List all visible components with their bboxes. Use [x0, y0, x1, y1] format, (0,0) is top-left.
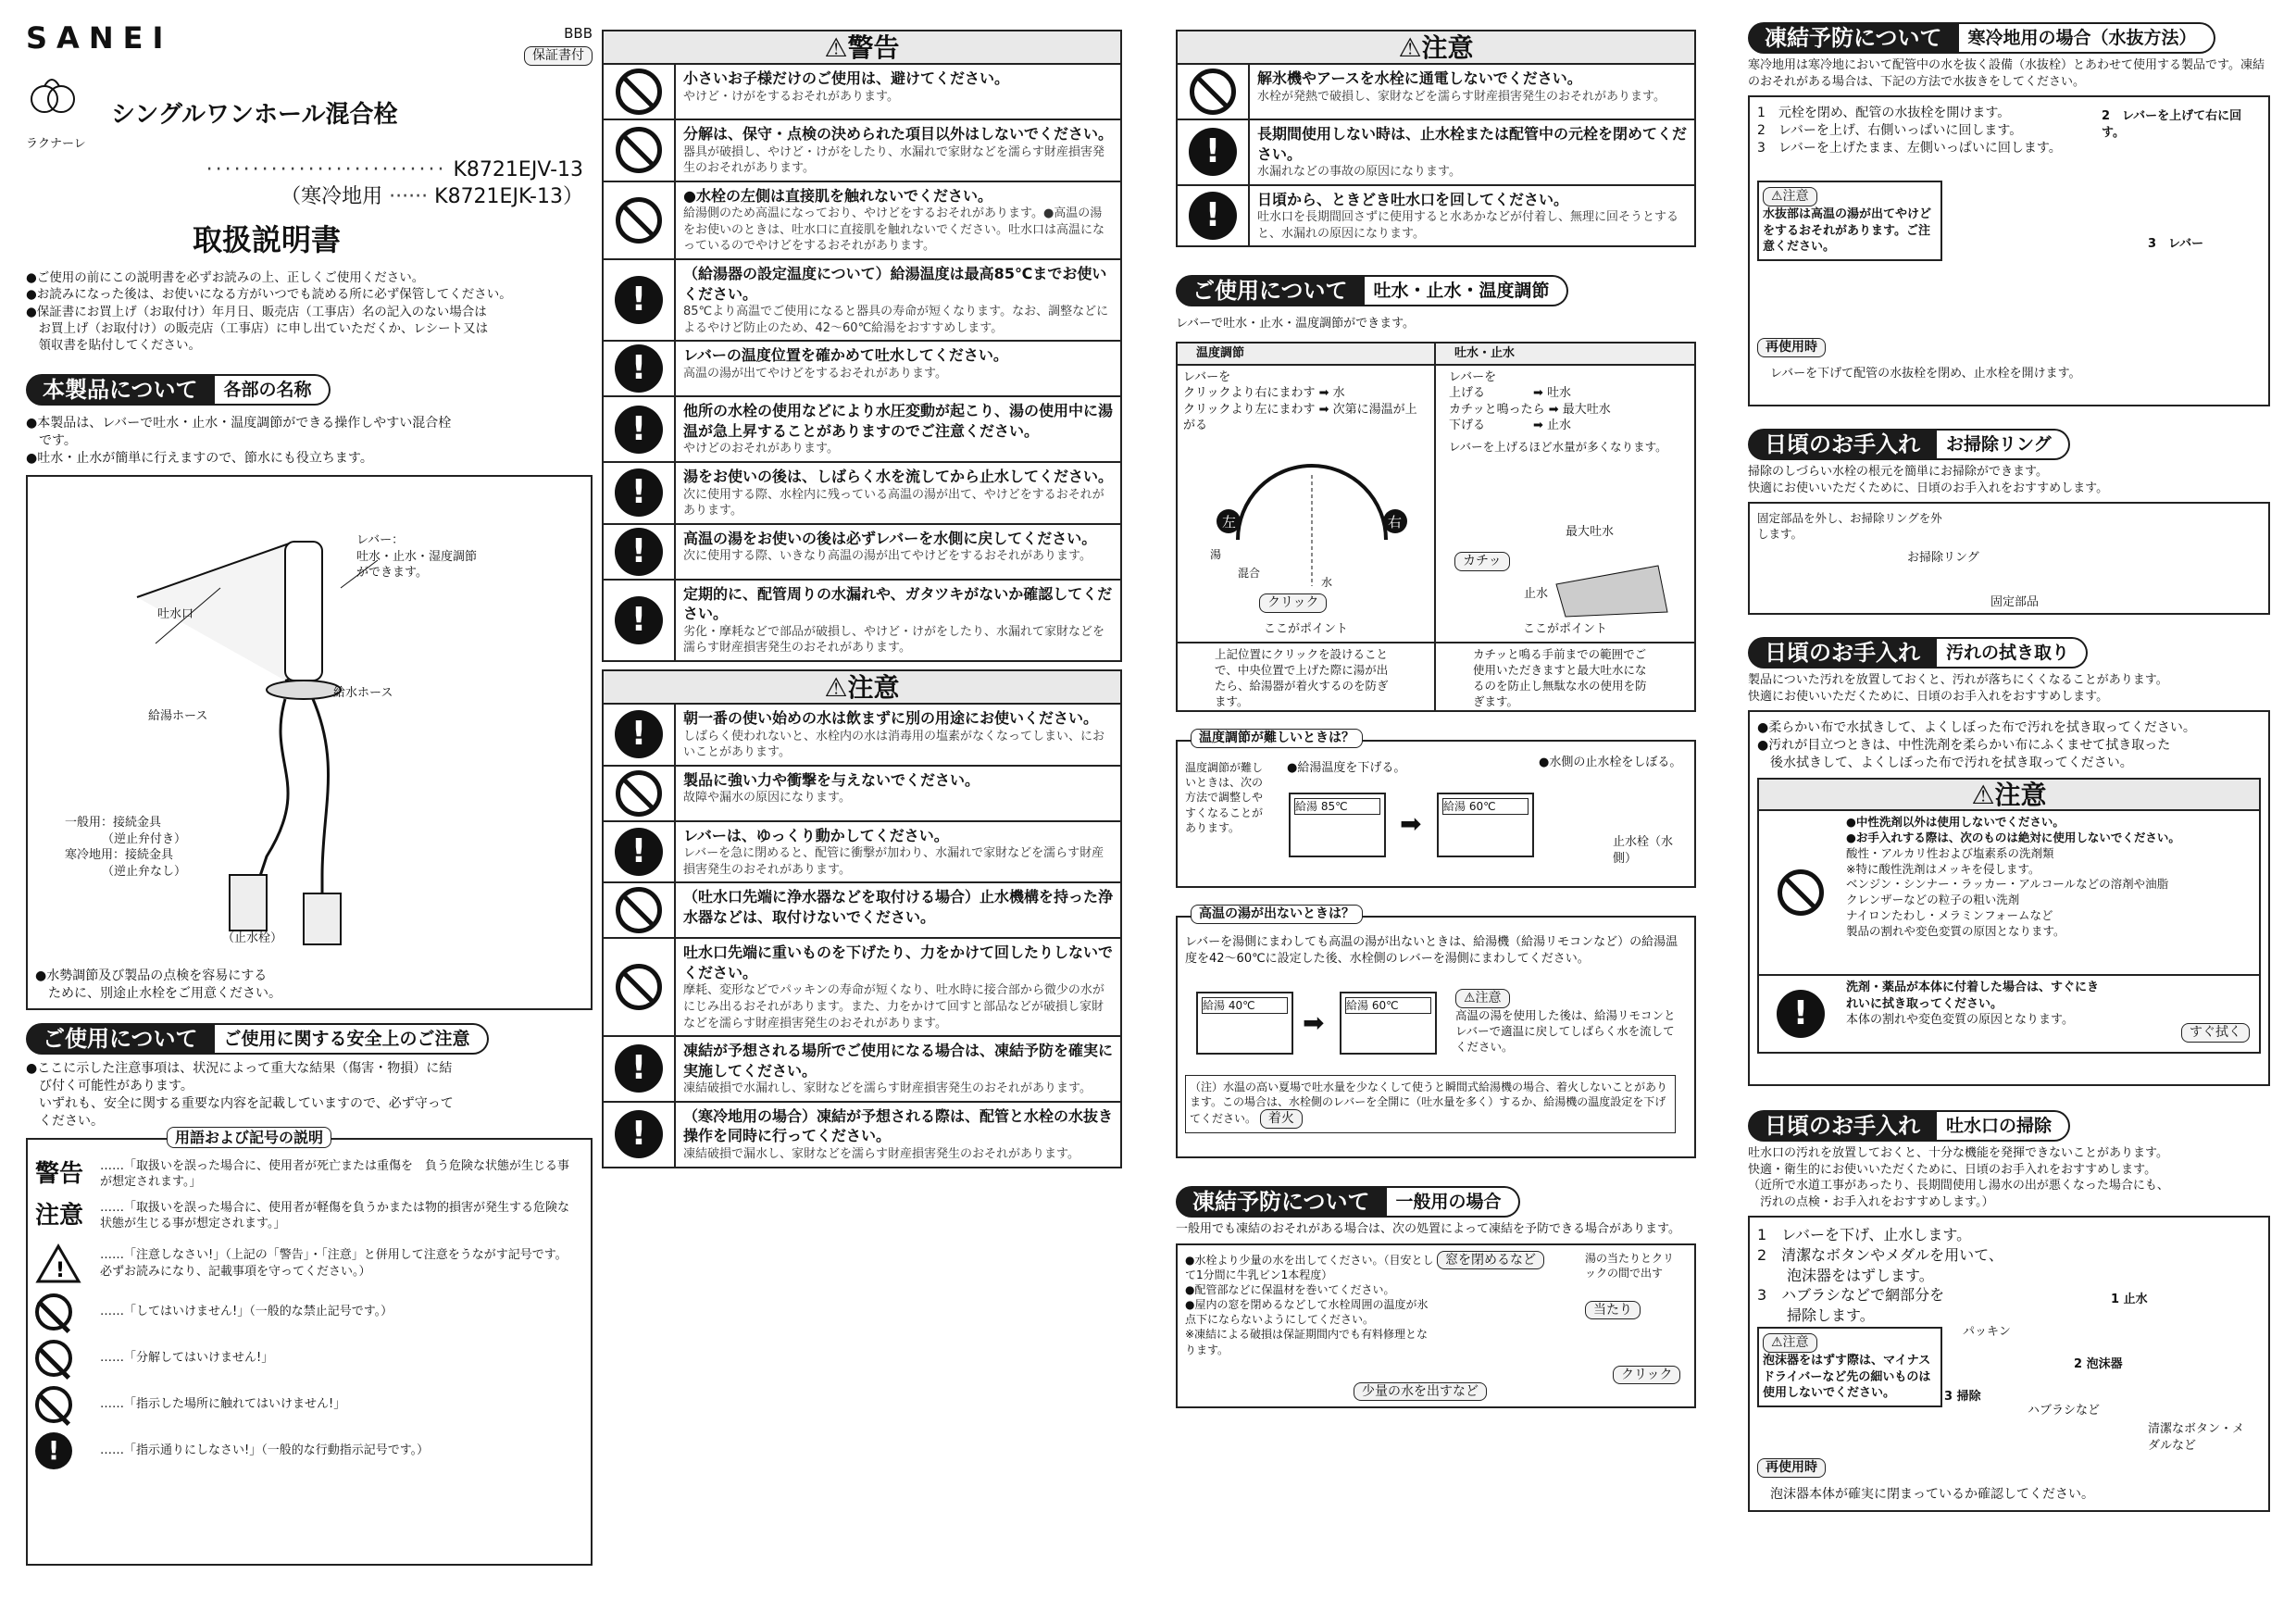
spout-foam: 2 泡沫器 [2074, 1357, 2123, 1372]
instruction-icon: ! [1777, 990, 1825, 1038]
arrow-icon: ➡ [1400, 807, 1422, 839]
wipe-caution-1: ●中性洗剤以外は使用しないでください。 ●お手入れする際は、次のものは絶対に使用しないでください。 酸性・アルカリ性および塩素系の洗剤類 ※特に酸性洗剤はメッキを侵します。 ベンジン・シンナー・ラッカー・アルコールなどの溶剤や油脂 クレンザーなどの粒子の粗い洗剤 ナイロンたわし・メラミンフォームなど 製品の割れや変色変質の原因となります。 [1757, 811, 2261, 976]
caution-heading: 製品に強い力や衝撃を与えないでください。 [683, 770, 980, 789]
warning-item [602, 397, 1122, 463]
warning-list [602, 65, 1122, 662]
wipe-caution-2: ! 洗剤・薬品が本体に付着した場合は、すぐにきれいに拭き取ってください。 本体の割れや変色変質の原因となります。 すぐ拭く [1757, 976, 2261, 1054]
instruction-icon: ! [615, 1044, 663, 1093]
column-2 [602, 30, 1122, 1168]
caution-heading: 長期間使用しない時は、止水栓または配管中の元栓を閉めてください。 [1257, 125, 1688, 163]
prohibit-icon [616, 69, 662, 115]
caution-list [602, 705, 1122, 1168]
warning-detail: 次に使用する際、いきなり高温の湯が出てやけどをするおそれがあります。 [683, 549, 1092, 564]
spout-caution: ⚠注意 泡沫器をはずす際は、マイナスドライバーなど先の細いものは使用しないでください。 [1757, 1327, 1942, 1407]
caution-item [602, 822, 1122, 884]
column-1 [26, 19, 593, 1566]
kachi-tag: カチッ [1454, 552, 1510, 571]
terms-title: 用語および記号の説明 [167, 1127, 331, 1149]
freeze1-intro: 一般用でも凍結のおそれがある場合は、次の処置によって凍結を予防できる場合があります。 [1176, 1221, 1680, 1236]
temperature-dial [1182, 438, 1432, 595]
caution-item [602, 883, 1122, 939]
click-tag: クリック [1259, 593, 1327, 613]
prohibit-icon [616, 770, 662, 817]
brand-sub: ラクナーレ [26, 137, 86, 152]
freeze2-reuse-text: レバーを下げて配管の水抜栓を閉め、止水栓を開けます。 [1770, 367, 2081, 381]
flow-stop: 止水 [1524, 586, 1549, 601]
point-temp-text: 上記位置にクリックを設けることで、中央位置で上げた際に湯が出たら、給湯器が着火するのを防ぎます。 [1178, 642, 1434, 714]
caution-title-3: ⚠注意 [1176, 30, 1696, 65]
caution-item [602, 1037, 1122, 1103]
warning-detail: 85℃より高温でご使用になると器具の寿命が短くなります。なお、調整などによるやけど防止のため、42〜60℃給湯をおすすめします。 [683, 305, 1109, 335]
no-disassemble-icon [35, 1340, 72, 1377]
freeze2-caution: ⚠注意 水抜部は高温の湯が出てやけどをするおそれがあります。ご注意ください。 [1757, 181, 1942, 261]
spout-panel [1748, 1216, 2270, 1512]
caution-item [602, 705, 1122, 767]
freeze1-panel [1176, 1243, 1696, 1408]
dial-right: 右 [1388, 513, 1403, 531]
model-2: （寒冷地用 ······ K8721EJK-13） [281, 185, 583, 209]
spout-brush: ハブラシなど [2028, 1404, 2101, 1418]
instruction-icon: ! [615, 710, 663, 758]
remote-60b: 給湯 60℃ [1340, 992, 1437, 1055]
warning-heading: 湯をお使いの後は、しばらく水を流してから止水してください。 [683, 467, 1114, 485]
wipe-items: ●柔らかい布で水拭きして、よくしぼった布で汚れを拭き取ってください。 ●汚れが目立つときは、中性洗剤を柔らかい布にふくませて拭き取った 後水拭きして、よくしぼった布で汚れを拭き取ってください。 [1757, 720, 2196, 771]
instruction-icon: ! [1189, 192, 1237, 240]
freeze2-intro: 寒冷地用は寒冷地において配管中の水を抜く設備（水抜栓）とあわせて使用する製品です。凍結のおそれがある場合は、下記の方法で水抜きをしてください。 [1748, 58, 2265, 89]
manual-title: 取扱説明書 [193, 222, 342, 258]
wipe-panel [1748, 710, 2270, 1086]
warning-item [602, 581, 1122, 662]
dial-hot: 湯 [1210, 547, 1222, 561]
caution-heading: 朝一番の使い始めの水は飲まずに別の用途にお使いください。 [683, 708, 1099, 727]
section-spout-header: 日頃のお手入れ 吐水口の掃除 [1748, 1110, 2270, 1142]
hot-none-title: 高温の湯が出ないときは？ [1191, 905, 1363, 924]
instruction-icon: ! [615, 406, 663, 454]
dial-left: 左 [1222, 513, 1237, 531]
caution-heading: （吐水口先端に浄水器などを取付ける場合）止水機構を持った浄水器などは、取付けないでください。 [683, 888, 1114, 926]
warning-detail: 次に使用する際、水栓内に残っている高温の湯が出て、やけどをするおそれがあります。 [683, 487, 1104, 518]
warning-item [602, 260, 1122, 342]
remote-40: 給湯 40℃ [1196, 992, 1293, 1055]
ring-intro: 掃除のしづらい水栓の根元を簡単にお掃除ができます。 快適にお使いいただくために、日頃のお手入れをおすすめします。 [1748, 465, 2109, 495]
warning-detail: やけどのおそれがあります。 [683, 442, 839, 456]
dial-mix: 混合 [1238, 566, 1261, 580]
point-flow-label: ここがポイント [1522, 621, 1607, 636]
prohibit-icon [616, 887, 662, 933]
spout-coin: 清潔なボタン・メダルなど [2148, 1422, 2245, 1454]
caution-item [602, 1103, 1122, 1168]
warning-item [602, 342, 1122, 397]
brand-mark-icon [26, 71, 81, 136]
arrow-icon-2: ➡ [1303, 1006, 1325, 1038]
ring-a: 固定部品を外し、お掃除リングを外します。 [1757, 511, 1942, 542]
section-wipe-header: 日頃のお手入れ 汚れの拭き取り [1748, 637, 2270, 668]
remote-60: 給湯 60℃ [1437, 793, 1534, 857]
caution-list-3 [1176, 65, 1696, 247]
term-caution: 注意 ……「取扱いを誤った場合に、使用者が軽傷を負うかまたは物的損害が発生する危険な状態が生じる事が想定されます。」 [35, 1200, 570, 1231]
warning-heading: 小さいお子様だけのご使用は、避けてください。 [683, 69, 1010, 87]
spout-reuse: 再使用時 [1757, 1458, 1826, 1478]
caution-triangle-icon [35, 1243, 81, 1284]
svg-text:!: ! [56, 1258, 66, 1282]
column-3 [1176, 30, 1696, 1408]
freeze2-reuse: 再使用時 [1757, 338, 1826, 357]
temp-hard-stop: 止水栓（水側） [1613, 834, 1674, 866]
no-touch-icon [35, 1386, 72, 1423]
temp-hard-a: ●給湯温度を下げる。 [1287, 760, 1406, 775]
caution-item [1176, 186, 1696, 248]
dial-water: 水 [1321, 575, 1333, 589]
fix-label: 固定部品 [1990, 595, 2040, 610]
use-intro: レバーで吐水・止水・温度調節ができます。 [1176, 317, 1416, 331]
caution-detail: 凍結破損で水漏れし、家財などを濡らす財産損害発生のおそれがあります。 [683, 1081, 1092, 1096]
instruction-icon: ! [615, 344, 663, 393]
label-lever: レバー： 吐水・止水・湿度調節 ができます。 [356, 533, 478, 581]
instruction-icon: ! [1189, 128, 1237, 176]
warning-detail: 給湯側のため高温になっており、やけどをするおそれがあります。●高温の湯をお使いのときは、吐水口に直接肌を触れないでください。吐水口は高温になっているのでやけどをするおそれがあります。 [683, 206, 1105, 254]
warning-title: ⚠警告 [602, 30, 1122, 65]
column-4 [1748, 22, 2270, 1512]
caution-detail: 故障や漏水の原因になります。 [683, 791, 851, 806]
warning-item [602, 65, 1122, 120]
warning-detail: 劣化・摩耗などで部品が破損し、やけど・けがをしたり、水漏れて家財などを濡らす財産損害発生のおそれがあります。 [683, 624, 1105, 656]
hot-none-caution: ⚠注意 高温の湯を使用した後は、給湯リモコンとレバーで適温に戻してしばらく水を流してください。 [1455, 990, 1676, 1054]
prohibit-icon [1190, 69, 1236, 115]
label-cold-hose: 給水ホース [333, 686, 393, 701]
warning-heading: 他所の水栓の使用などにより水圧変動が起こり、湯の使用中に湯温が急上昇することがありますのでご注意ください。 [683, 402, 1114, 440]
freeze1-click: クリック [1613, 1366, 1680, 1385]
warning-heading: （給湯器の設定温度について）給湯温度は最高85℃までお使いください。 [683, 264, 1107, 303]
spout-reuse-text: 泡沫器本体が確実に閉まっているか確認してください。 [1770, 1487, 2094, 1503]
caution-item [1176, 65, 1696, 120]
instruction-icon: ! [615, 276, 663, 324]
product-name: シングルワンホール混合栓 [111, 101, 398, 130]
ring-label: お掃除リング [1907, 551, 1979, 566]
label-stop-valve: （止水栓） [222, 931, 283, 946]
instruction-icon: ! [615, 528, 663, 576]
section-freeze1-header: 凍結予防について 一般用の場合 [1176, 1186, 1696, 1218]
temp-hard-side: 温度調節が難しいときは、次の方法で調整しやすくなることがあります。 [1185, 760, 1264, 834]
instruction-icon: ! [615, 468, 663, 517]
label-fittings: 一般用：接続金具 （逆止弁付き） 寒冷地用：接続金具 （逆止弁なし） [65, 816, 187, 879]
symbol-caution-row: ! ……「注意しなさい!」（上記の「警告」・「注意」と併用して注意をうながす記号です。 必ずお読みになり、記載事項を守ってください。） [35, 1243, 583, 1284]
section-ring-header: 日頃のお手入れ お掃除リング [1748, 429, 2270, 460]
warning-item [602, 463, 1122, 525]
point-temp-label: ここがポイント [1263, 621, 1348, 636]
caution-detail: 摩耗、変形などでパッキンの寿命が短くなり、吐水時に接合部から微少の水がにじみ出るおそれがあります。また、力をかけて回すと部品などが破損し家財などを濡らす財産損害発生のおそれがあります。 [683, 983, 1104, 1031]
intro-notes: ●ご使用の前にこの説明書を必ずお読みの上、正しくご使用ください。 ●お読みになった後は、お使いになる方がいつでも読める所に必ず保管してください。 ●保証書にお買上げ（お取付け）年月日、販売店（工事店）名の記入のない場合は お買上げ（お取付け）の販売店（工事店）に申し出ていただくか、レシート又は 領収書を貼付してください。 [26, 270, 512, 354]
hot-none-panel [1176, 906, 1696, 1158]
prohibit-icon [616, 127, 662, 173]
caution-detail: しばらく使われないと、水栓内の水は消毒用の塩素がなくなってしまい、においことがあります。 [683, 729, 1105, 760]
warning-detail: 高温の湯が出てやけどをするおそれがあります。 [683, 366, 947, 381]
freeze1-hit: 湯の当たりとクリックの間で出す [1585, 1251, 1675, 1280]
parts-notes: ●本製品は、レバーで吐水・止水・温度調節ができる操作しやすい混合栓 です。 ●吐水・止水が簡単に行えますので、節水にも役立ちます。 [26, 416, 452, 467]
temp-hard-b: ●水側の止水栓をしぼる。 [1539, 755, 1682, 769]
warning-heading: 高温の湯をお使いの後は必ずレバーを水側に戻してください。 [683, 529, 1097, 547]
parts-diagram [26, 475, 593, 1010]
parts-bottom-note: ●水勢調節及び製品の点検を容易にする ために、別途止水栓をご用意ください。 [35, 968, 281, 1001]
label-spout: 吐水口 [157, 607, 194, 622]
flow-panel: 吐水・止水 レバーを 上げる ➡ 吐水 カチッと鳴ったら ➡ 最大吐水 下げる ➡ 止水 レバーを上げるほど水量が多くなります。 最大吐水 カチッ 止水 ここがポイント カチッと鳴る手前までの範囲でご使用いただきますと最大吐水になるのを防止し無駄な水の使用を防ぎます。 [1436, 344, 1694, 710]
freeze2-step3: 3 レバー [2148, 237, 2204, 252]
freeze1-window: 窓を閉めるなど [1437, 1251, 1544, 1270]
instruction-icon: ! [35, 1432, 72, 1469]
freeze2-panel [1748, 95, 2270, 406]
symbol-no-touch-row: ……「指示した場所に触れてはいけません!」 [35, 1386, 583, 1423]
prohibit-icon [35, 1293, 72, 1330]
faucet-parts-illustration [35, 486, 581, 968]
caution-detail: 水栓が発熱で破損し、家財などを濡らす財産損害発生のおそれがあります。 [1257, 89, 1666, 104]
caution-item [602, 767, 1122, 822]
temp-hard-title: 温度調節が難しいときは？ [1191, 729, 1363, 748]
freeze1-hit2: 当たり [1585, 1301, 1641, 1320]
prohibit-icon [616, 964, 662, 1010]
caution-detail: 水漏れなどの事故の原因になります。 [1257, 165, 1461, 180]
spout-intro: 吐水口の汚れを放置しておくと、十分な機能を発揮できないことがあります。 快適・衛生的にお使いいただくために、日頃のお手入れをおすすめします。 （近所で水道工事があったり、長期間使用し湯水の出が悪くなった場合にも、 汚れの点検・お手入れをおすすめします。） [1748, 1146, 2169, 1209]
spout-stop: 1 止水 [2111, 1293, 2148, 1307]
caution-item [1176, 120, 1696, 186]
caution-detail: 凍結破損で漏水し、家財などを濡らす財産損害発生のおそれがあります。 [683, 1147, 1079, 1162]
section-parts-header: 本製品について 各部の名称 [26, 374, 593, 406]
spout-clean: 3 掃除 [1944, 1390, 1981, 1405]
freeze1-items: ●水栓より少量の水を出してください。（目安として1分間に牛乳ビン1本程度） ●配管部などに保温材を巻いてください。 ●屋内の窓を閉めるなどして水栓周囲の温度が氷点下にならないようにしてください。 ※凍結による破損は保証期間内でも有料修理となります。 [1185, 1253, 1434, 1356]
symbol-disassemble-row: ……「分解してはいけません!」 [35, 1340, 583, 1377]
brand-logo: SANEI [26, 20, 173, 56]
temp-hard-panel [1176, 730, 1696, 888]
term-warning: 警告 ……「取扱いを誤った場合に、使用者が死亡または重傷を 負う危険な状態が生じる事が想定されます。」 [35, 1158, 570, 1190]
wipe-intro: 製品についた汚れを放置しておくと、汚れが落ちにくくなることがあります。 快適にお使いいただくために、日頃のお手入れをおすすめします。 [1748, 673, 2168, 704]
caution-item [602, 939, 1122, 1037]
instruction-icon: ! [615, 1110, 663, 1158]
freeze2-step2: 2 レバーを上げて右に回す。 [2102, 109, 2242, 140]
model-1: ·························· K8721EJV-13 [206, 157, 583, 181]
section-freeze2-header: 凍結予防について 寒冷地用の場合（水抜方法） [1748, 22, 2270, 54]
caution-heading: 吐水口先端に重いものを下げたり、力をかけて回したりしないでください。 [683, 943, 1114, 981]
warning-item [602, 182, 1122, 260]
label-hot-hose: 給湯ホース [148, 709, 208, 724]
caution-heading: 解氷機やアースを水栓に通電しないでください。 [1257, 69, 1582, 87]
wipe-quick: すぐ拭く [2181, 1023, 2250, 1043]
prohibit-icon [616, 197, 662, 244]
warning-heading: 分解は、保守・点検の決められた項目以外はしないでください。 [683, 125, 1114, 143]
caution-heading: （寒冷地用の場合）凍結が予想される際は、配管と水栓の水抜き操作を同時に行ってください。 [683, 1106, 1114, 1145]
warning-item [602, 525, 1122, 581]
spout-packing: パッキン [1963, 1325, 2011, 1340]
caution-detail: 吐水口を長期間回さずに使用すると水あかなどが付着し、無理に回そうとすると、水漏れの原因になります。 [1257, 210, 1679, 241]
caution-title: ⚠注意 [602, 669, 1122, 705]
freeze2-steps: 1 元栓を閉め、配管の水抜栓を開けます。 2 レバーを上げ、右側いっぱいに回します。 3 レバーを上げたまま、左側いっぱいに回します。 [1757, 106, 2062, 156]
flow-max: 最大吐水 [1566, 524, 1615, 539]
freeze1-little: 少量の水を出すなど [1354, 1382, 1487, 1402]
warning-detail: 器具が破損し、やけど・けがをしたり、水漏れで家財などを濡らす財産損害発生のおそれがあります。 [683, 144, 1105, 176]
warning-heading: ●水栓の左側は直接肌を触れないでください。 [683, 186, 992, 205]
warranty-tag: 保証書付 [524, 46, 593, 66]
lever-hand-illustration [1547, 538, 1677, 621]
warning-detail: やけど・けがをするおそれがあります。 [683, 89, 899, 104]
prohibit-icon [1778, 869, 1824, 916]
warning-heading: レバーの温度位置を確かめて吐水してください。 [683, 346, 1008, 365]
instruction-icon: ! [615, 596, 663, 644]
remote-85: 給湯 85℃ [1289, 793, 1386, 857]
use-diagram [1176, 342, 1696, 712]
symbol-prohibit-row: ……「してはいけません!」（一般的な禁止記号です。） [35, 1293, 583, 1330]
model-code: BBB [564, 25, 593, 42]
spout-steps: 1 レバーを下げ、止水します。 2 清潔なボタンやメダルを用いて、 泡沫器をはずします。 3 ハブラシなどで網部分を 掃除します。 [1757, 1226, 2003, 1324]
hot-none-text: レバーを湯側にまわしても高温の湯が出ないときは、給湯機（給湯リモコンなど）の給湯温度を42〜60℃に設定した後、水栓側のレバーを湯側にまわしてください。 [1185, 934, 1678, 966]
terms-panel [26, 1128, 593, 1566]
instruction-icon: ! [615, 828, 663, 876]
wipe-caution-title: ⚠注意 [1757, 778, 2261, 811]
hot-none-note: （注）水温の高い夏場で吐水量を少なくして使うと瞬間式給湯機の場合、着火しないことがあります。この場合は、水栓側のレバーを全開に（吐水量を多く）するか、給湯機の温度設定を下げてください。 着火 [1185, 1075, 1676, 1133]
symbol-instruction-row: ! ……「指示通りにしなさい!」（一般的な行動指示記号です。） [35, 1432, 583, 1469]
warning-heading: 定期的に、配管周りの水漏れや、ガタツキがないか確認してください。 [683, 584, 1113, 623]
warning-item [602, 120, 1122, 182]
section-safety-header: ご使用について ご使用に関する安全上のご注意 [26, 1023, 593, 1055]
point-flow-text: カチッと鳴る手前までの範囲でご使用いただきますと最大吐水になるのを防止し無駄な水の使用を防ぎます。 [1436, 642, 1694, 714]
section-use-header: ご使用について 吐水・止水・温度調節 [1176, 275, 1696, 306]
caution-detail: レバーを急に閉めると、配管に衝撃が加わり、水漏れで家財などを濡らす財産損害発生のおそれがあります。 [683, 846, 1104, 877]
caution-heading: 凍結が予想される場所でご使用になる場合は、凍結予防を確実に実施してください。 [683, 1042, 1114, 1080]
ring-panel [1748, 502, 2270, 615]
caution-heading: 日頃から、ときどき吐水口を回してください。 [1257, 190, 1569, 208]
safety-intro: ●ここに示した注意事項は、状況によって重大な結果（傷害・物損）に結 び付く可能性があります。 いずれも、安全に関する重要な内容を記載していますので、必ず守って ください。 [26, 1061, 454, 1129]
caution-heading: レバーは、ゆっくり動かしてください。 [683, 826, 949, 844]
temp-panel: 温度調節 レバーを クリックより右にまわす ➡ 水 クリックより左にまわす ➡ 次第に湯温が上がる 左 右 湯 混合 水 クリック ここがポイント 上記位置にクリックを設けることで、中央位置で上げた際に湯が出たら、給湯器が着火するのを防ぎます。 [1178, 344, 1436, 710]
